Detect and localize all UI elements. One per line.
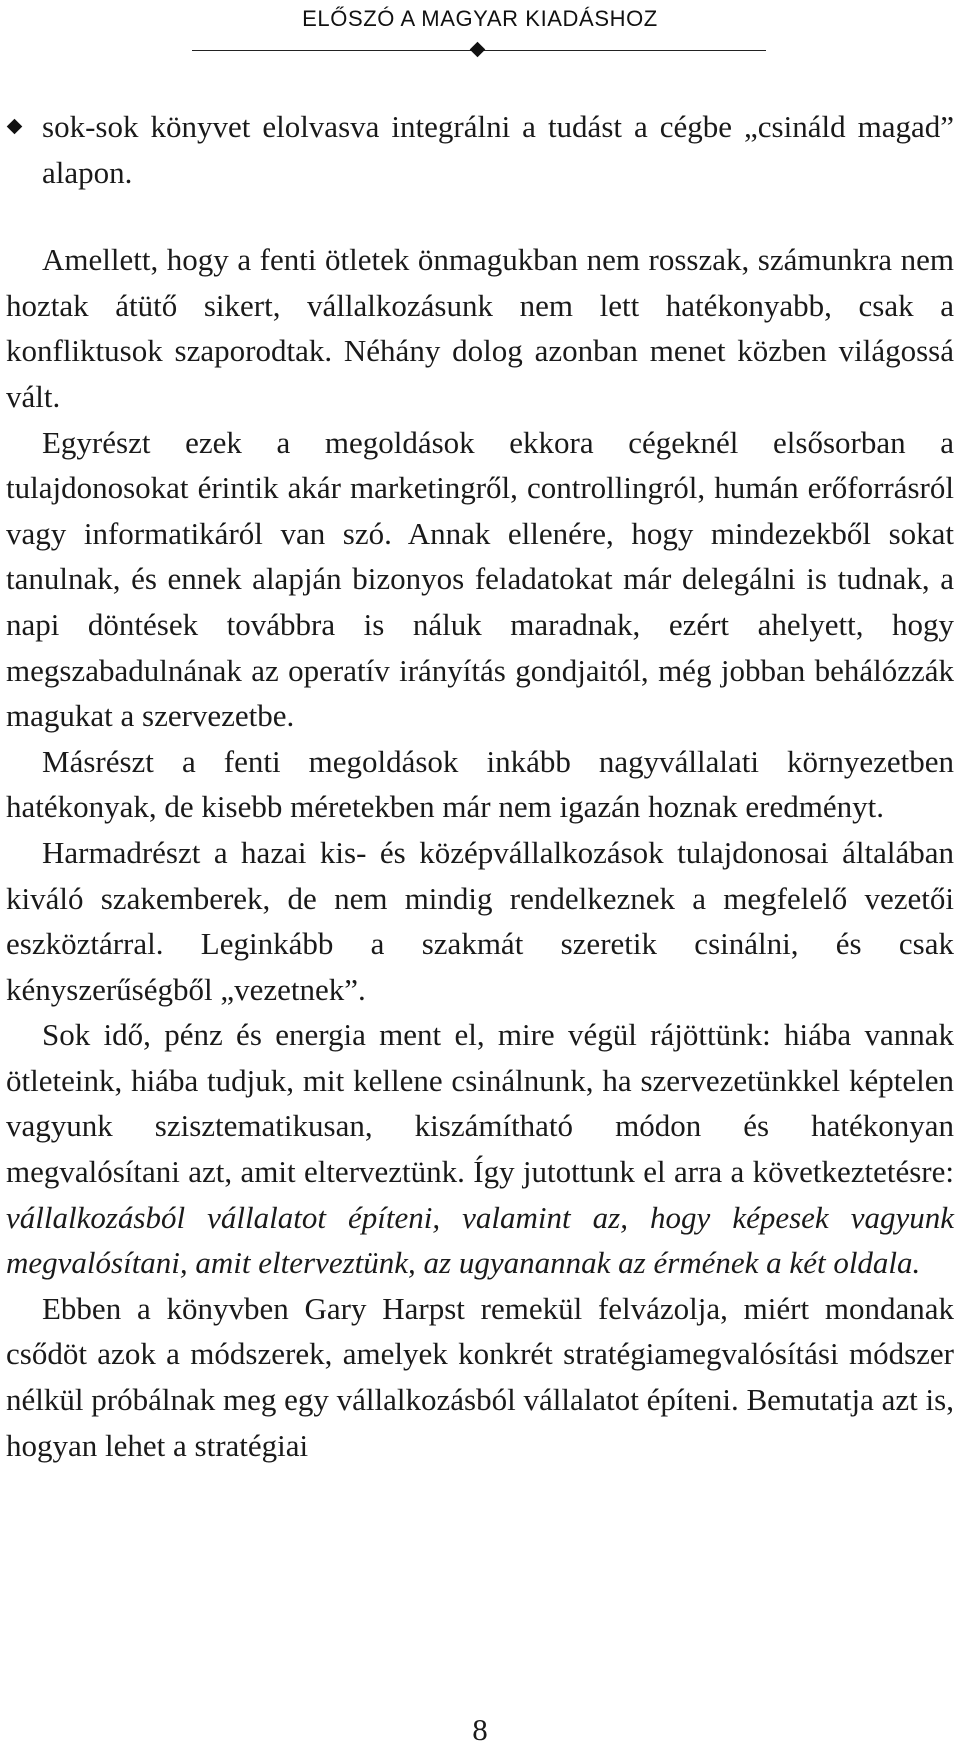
diamond-icon xyxy=(7,119,23,135)
running-head-title: ELŐSZÓ A MAGYAR KIADÁSHOZ xyxy=(302,6,658,31)
paragraph-1: Amellett, hogy a fenti ötletek önmagukban nem rosszak, számunkra nem hoztak átütő sikert, vállalkozásunk nem lett hatékonyabb, csak a konfliktusok szaporodtak. Néhány dolog azonban menet közben világossá vált. xyxy=(6,242,954,414)
paragraph-2: Egyrészt ezek a megoldások ekkora cégeknél elsősorban a tulajdonosokat érintik akár marketingről, controllingról, humán erőforrásról vagy informatikáról van szó. Annak ellenére, hogy mindezekből sokat tanulnak, és ennek alapján bizonyos feladatokat már delegálni is tudnak, a napi döntések továbbra is náluk maradnak, ezért ahelyett, hogy megszabadulnának az operatív irányítás gondjaitól, még jobban behálózzák magukat a szervezetbe. xyxy=(6,424,954,734)
paragraph-5-italic-text: vállalkozásból vállalatot építeni, valamint az, hogy képesek vagyunk megvalósítani, amit elterveztünk, az ugyanannak az érmének a két oldala. xyxy=(6,1199,954,1281)
diamond-icon xyxy=(470,42,486,58)
paragraph-3: Másrészt a fenti megoldások inkább nagyvállalati környezetben hatékonyak, de kisebb méretekben már nem igazán hoznak eredményt. xyxy=(6,743,954,825)
body-text xyxy=(6,104,954,1468)
paragraph-6: Ebben a könyvben Gary Harpst remekül felvázolja, miért mondanak csődöt azok a módszerek, amelyek konkrét stratégiamegvalósítási módszer nélkül próbálnak meg egy vállalkozásból vállalatot építeni. Bemutatja azt is, hogyan lehet a stratégiai xyxy=(6,1290,954,1463)
paragraph-5 xyxy=(6,1012,954,1286)
page-number: 8 xyxy=(472,1712,488,1747)
list-item xyxy=(6,104,954,195)
list-item-text: sok-sok könyvet elolvasva integrálni a tudást a cégbe „csináld magad” alapon. xyxy=(42,109,954,190)
paragraph-5-text: Sok idő, pénz és energia ment el, mire végül rájöttünk: hiába vannak ötleteink, hiába tudjuk, mit kellene csinálnunk, ha szervezetünkkel képtelen vagyunk szisztematikusan, kiszámítható módon és hatékonyan megvalósítani azt, amit elterveztünk. Így jutottunk el arra a következtetésre: xyxy=(6,1017,954,1190)
paragraph-4: Harmadrészt a hazai kis- és középvállalkozások tulajdonosai általában kiváló szakemberek, de nem mindig rendelkeznek a megfelelő vezetői eszköztárral. Leginkább a szakmát szeretik csinálni, és csak kényszerűségből „vezetnek”. xyxy=(6,834,954,1007)
